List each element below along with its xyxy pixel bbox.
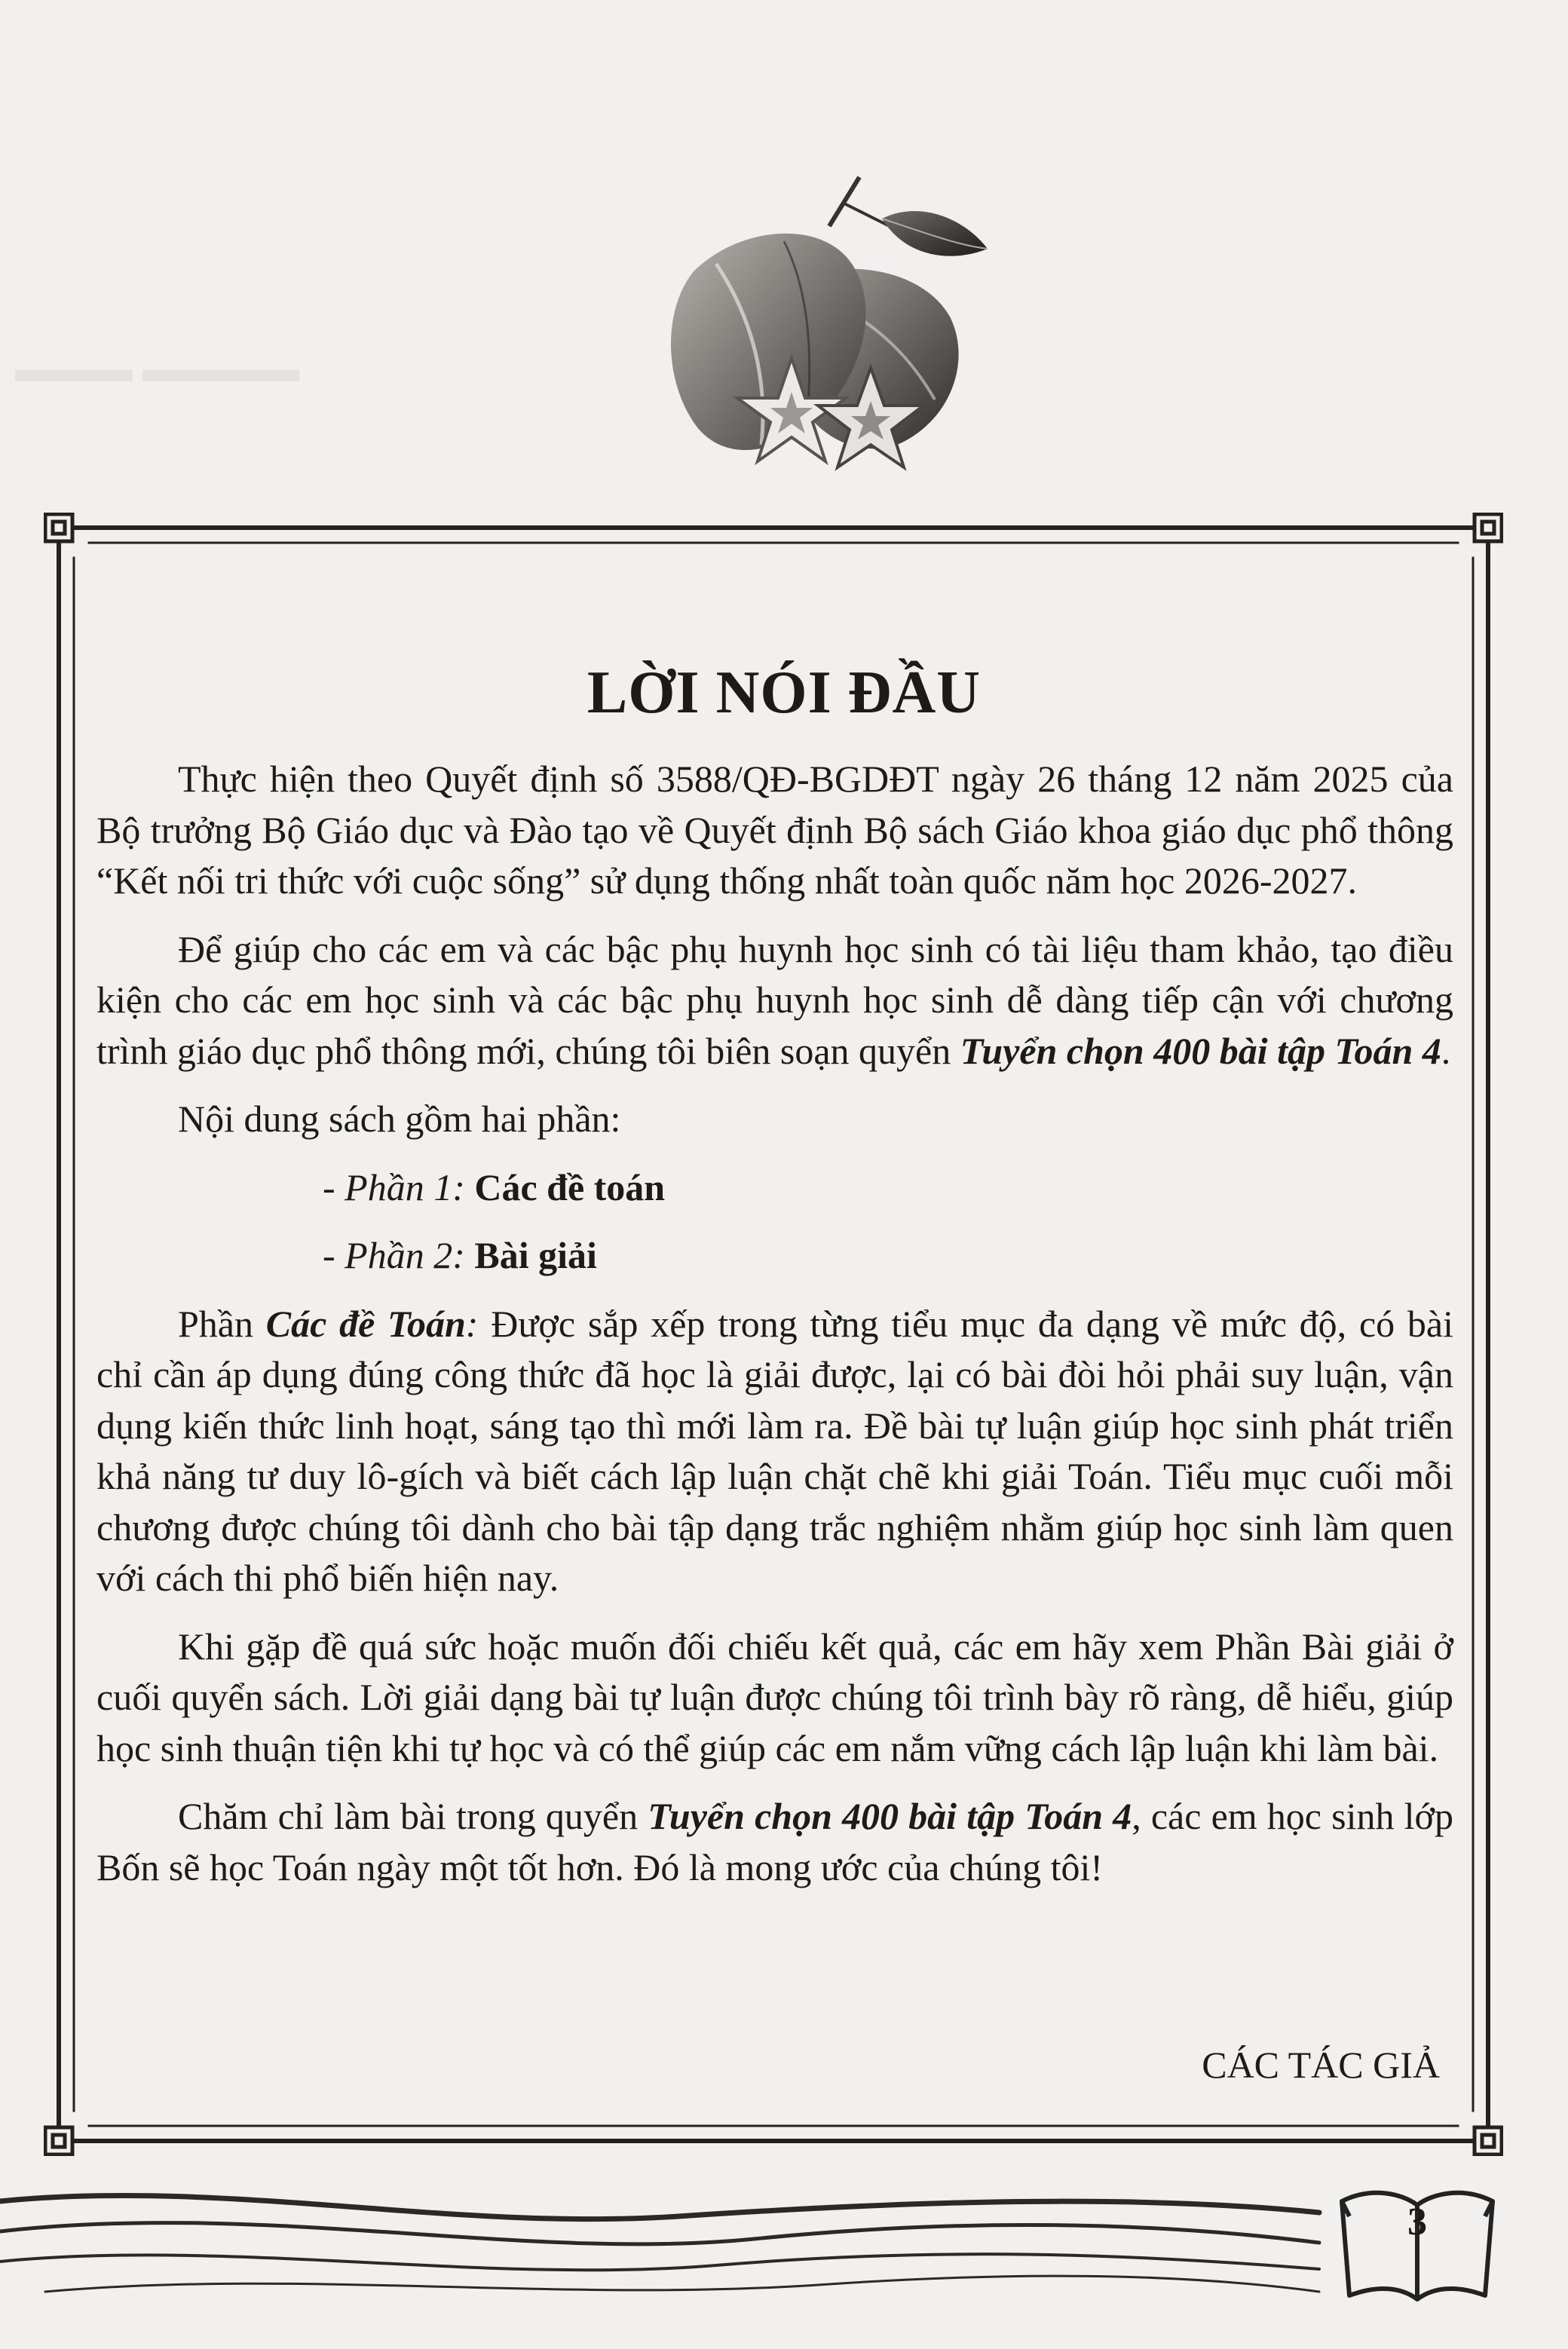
section-name: Các đề Toán	[265, 1302, 466, 1345]
paragraph-4	[96, 1299, 1453, 1604]
paragraph-6-end: , các em học sinh lớp Bốn sẽ học Toán ngày một tốt hơn. Đó là mong ước của chúng tôi!	[96, 1795, 1453, 1888]
paragraph-5: Khi gặp đề quá sức hoặc muốn đối chiếu kết quả, các em hãy xem Phần Bài giải ở cuối quyển sách. Lời giải dạng bài tự luận được chúng tôi trình bày rõ ràng, dễ hiểu, giúp học sinh thuận tiện khi tự học và có thể giúp các em nắm vững cách lập luận khi làm bài.	[96, 1625, 1453, 1769]
paragraph-6	[96, 1791, 1453, 1893]
paragraph-4-start: Phần	[178, 1302, 266, 1345]
paragraph-6-start: Chăm chỉ làm bài trong quyển	[178, 1795, 648, 1837]
part-2-name: Bài giải	[474, 1234, 597, 1276]
paragraph-4-text: Được sắp xếp trong từng tiểu mục đa dạng về mức độ, có bài chỉ cần áp dụng đúng công thức đã học là giải được, lại có bài đòi hỏi phải suy luận, vận dụng kiến thức linh hoạt, sáng tạo thì mới làm ra. Đề bài tự luận giúp học sinh phát triển khả năng tư duy lô-gích và biết cách lập luận chặt chẽ khi giải Toán. Tiểu mục cuối mỗi chương được chúng tôi dành cho bài tập dạng trắc nghiệm nhằm giúp học sinh làm quen với cách thi phổ biến hiện nay.	[96, 1302, 1453, 1599]
part-1-name: Các đề toán	[474, 1165, 666, 1208]
book-title: Tuyển chọn 400 bài tập Toán 4	[960, 1029, 1441, 1072]
part-2-label: - Phần 2:	[323, 1234, 465, 1276]
part-2-item	[96, 1230, 1453, 1282]
page-title: LỜI NÓI ĐẦU	[586, 659, 982, 726]
preface-body	[96, 754, 1453, 1910]
part-1-label: - Phần 1:	[323, 1165, 465, 1208]
paragraph-3: Nội dung sách gồm hai phần:	[178, 1098, 621, 1140]
book-title-2: Tuyển chọn 400 bài tập Toán 4	[648, 1795, 1132, 1837]
part-1-item	[96, 1162, 1453, 1214]
paragraph-1: Thực hiện theo Quyết định số 3588/QĐ-BGDĐT ngày 26 tháng 12 năm 2025 của Bộ trưởng Bộ Giáo dục và Đào tạo về Quyết định Bộ sách Giáo khoa giáo dục phổ thông “Kết nối tri thức với cuộc sống” sử dụng thống nhất toàn quốc năm học 2026-2027.	[96, 758, 1453, 902]
decorative-wave-lines	[0, 2171, 1327, 2314]
paragraph-2-end: .	[1441, 1029, 1451, 1072]
signature: CÁC TÁC GIẢ	[1202, 2044, 1440, 2086]
page-number: 3	[1407, 2200, 1427, 2243]
paragraph-2-text: Để giúp cho các em và các bậc phụ huynh học sinh có tài liệu tham khảo, tạo điều kiện cho các em học sinh và các bậc phụ huynh học sinh dễ dàng tiếp cận với chương trình giáo dục phổ thông mới, chúng tôi biên soạn quyển	[96, 927, 1453, 1072]
paragraph-2	[96, 924, 1453, 1077]
star-fruit-icon	[633, 173, 995, 505]
paragraph-4-colon: :	[465, 1302, 479, 1345]
bleed-through-ghost: ▬▬▬ ▬▬▬▬	[15, 348, 299, 390]
